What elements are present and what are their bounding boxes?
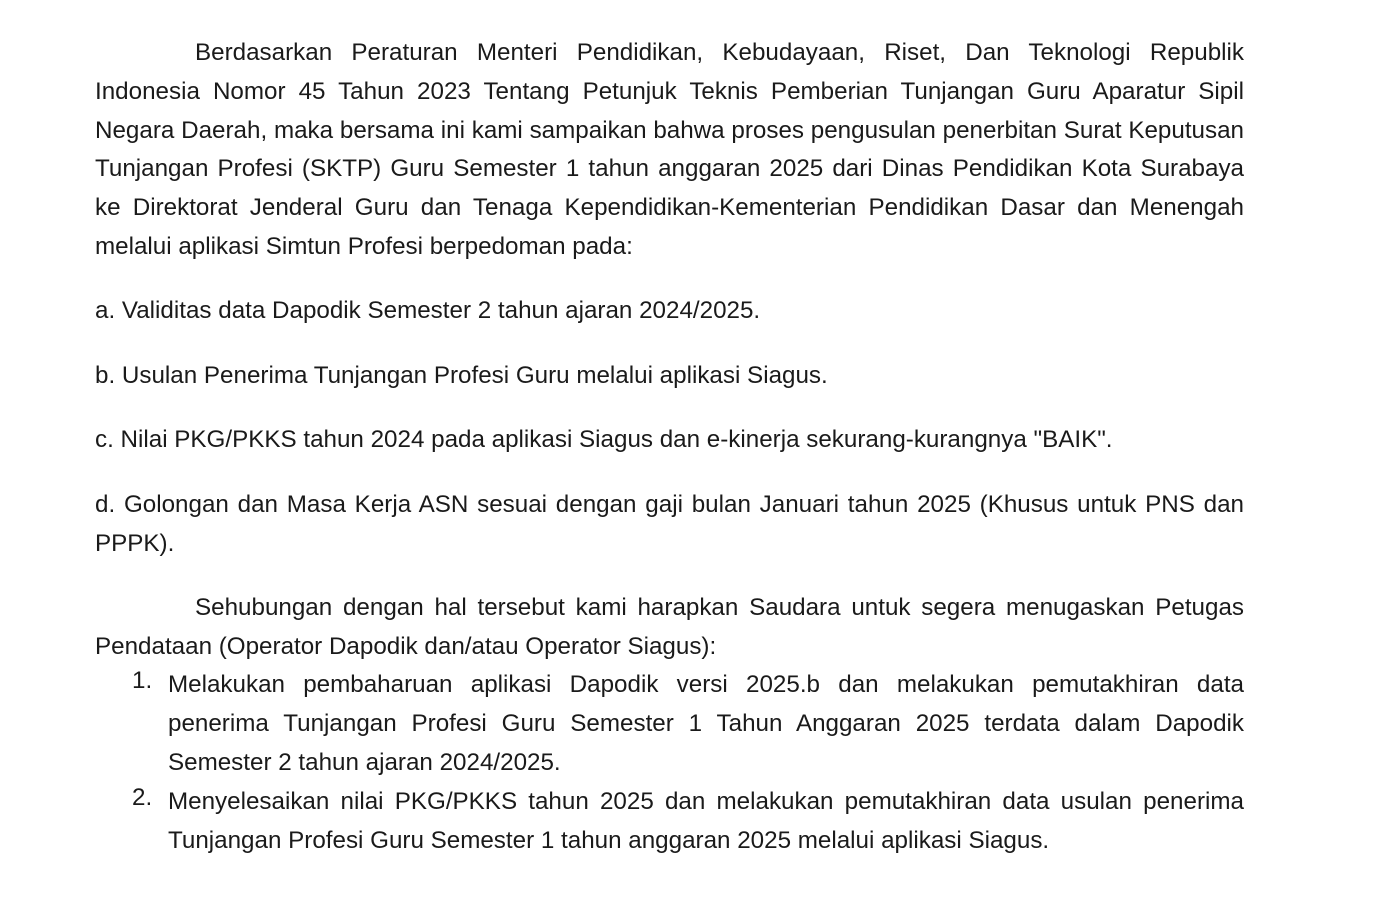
numbered-item-text: Melakukan pembaharuan aplikasi Dapodik versi 2025.b dan melakukan pemutakhiran data penerima Tunjangan Profesi Guru Semester 1 Tahun Anggaran 2025 terdata dalam Dapodik Semester 2 tahun ajaran 2024/2025. (168, 671, 1244, 776)
list-item-d: d. Golongan dan Masa Kerja ASN sesuai dengan gaji bulan Januari tahun 2025 (Khusus untuk PNS dan PPPK). (95, 491, 1244, 557)
numbered-item (95, 666, 1244, 782)
numbered-item-marker: 2. (132, 783, 153, 811)
document-page (95, 34, 1244, 860)
list-item-a: a. Validitas data Dapodik Semester 2 tahun ajaran 2024/2025. (95, 296, 761, 324)
numbered-list (95, 666, 1244, 860)
followup-paragraph: Sehubungan dengan hal tersebut kami harapkan Saudara untuk segera menugaskan Petugas Pendataan (Operator Dapodik dan/atau Operator Siagus): (95, 593, 1244, 660)
intro-paragraph: Berdasarkan Peraturan Menteri Pendidikan, Kebudayaan, Riset, Dan Teknologi Republik Indonesia Nomor 45 Tahun 2023 Tentang Petunjuk Teknis Pemberian Tunjangan Guru Aparatur Sipil Negara Daerah, maka bersama ini kami sampaikan bahwa proses pengusulan penerbitan Surat Keputusan Tunjangan Profesi (SKTP) Guru Semester 1 tahun anggaran 2025 dari Dinas Pendidikan Kota Surabaya ke Direktorat Jenderal Guru dan Tenaga Kependidikan-Kementerian Pendidikan Dasar dan Menengah melalui aplikasi Simtun Profesi berpedoman pada: (95, 39, 1244, 260)
numbered-item (95, 783, 1244, 861)
numbered-item-marker: 1. (132, 667, 153, 695)
list-item-b: b. Usulan Penerima Tunjangan Profesi Guru melalui aplikasi Siagus. (95, 361, 828, 389)
list-item-c: c. Nilai PKG/PKKS tahun 2024 pada aplikasi Siagus dan e-kinerja sekurang-kurangnya "BAIK". (95, 426, 1113, 454)
numbered-item-text: Menyelesaikan nilai PKG/PKKS tahun 2025 dan melakukan pemutakhiran data usulan penerima Tunjangan Profesi Guru Semester 1 tahun anggaran 2025 melalui aplikasi Siagus. (168, 787, 1244, 854)
